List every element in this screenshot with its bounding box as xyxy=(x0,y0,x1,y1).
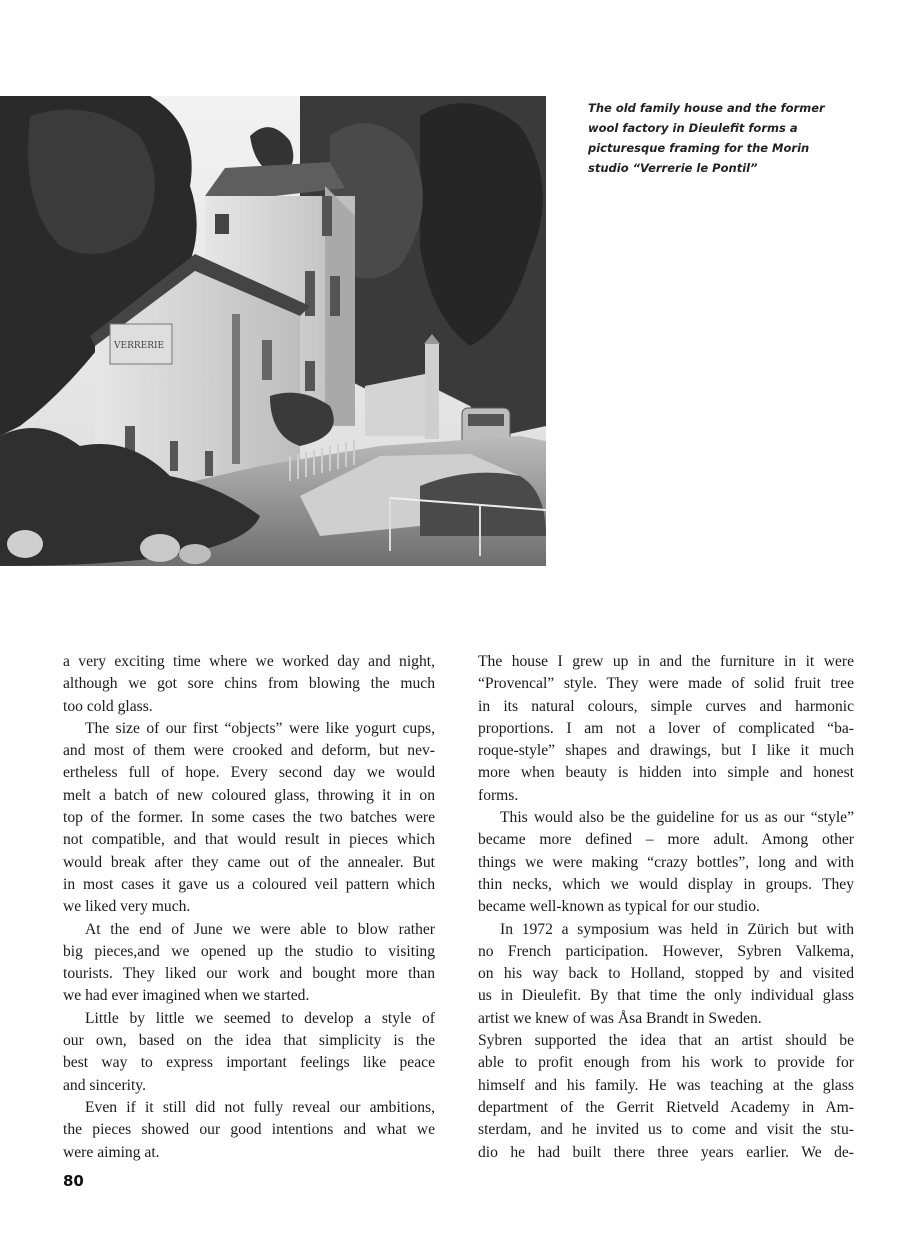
text-line: in its natural colours, simple curves and harmonic xyxy=(478,697,854,715)
text-line: in most cases it gave us a coloured veil pattern which xyxy=(63,875,435,893)
text-line: The size of our first “objects” were like yogurt cups, xyxy=(85,719,435,737)
text-line: on his way back to Holland, stopped by and visited xyxy=(478,965,854,983)
text-line: things we were making “crazy bottles”, long and with xyxy=(478,853,854,871)
text-line: and sincerity. xyxy=(63,1076,146,1094)
text-line: Even if it still did not fully reveal our ambitions, xyxy=(85,1098,435,1116)
caption-line: studio “Verrerie le Pontil” xyxy=(588,161,758,175)
text-line: the pieces showed our good intentions and what we xyxy=(63,1121,435,1139)
text-line: proportions. I am not a lover of complicated “ba- xyxy=(478,719,854,737)
text-line: Little by little we seemed to develop a style of xyxy=(85,1009,435,1027)
text-line: “Provencal” style. They were made of solid fruit tree xyxy=(478,675,854,693)
text-line: The house I grew up in and the furniture in it were xyxy=(478,653,854,670)
text-line: At the end of June we were able to blow rather xyxy=(85,920,435,938)
text-line: melt a batch of new coloured glass, throwing it in on xyxy=(63,786,435,804)
text-line: artist we knew of was Åsa Brandt in Sweden. xyxy=(478,1009,762,1027)
caption-line: picturesque framing for the Morin xyxy=(588,141,810,155)
text-line: we had ever imagined when we started. xyxy=(63,987,310,1005)
text-line: top of the former. In some cases the two batches were xyxy=(63,809,435,827)
text-line: not compatible, and that would result in pieces which xyxy=(63,831,435,849)
text-line: became well-known as typical for our studio. xyxy=(478,898,760,916)
text-line: too cold glass. xyxy=(63,697,153,715)
text-line: tourists. They liked our work and bought more than xyxy=(63,965,435,983)
text-line: best way to express important feelings like peace xyxy=(63,1054,435,1072)
body-text-right-column xyxy=(478,651,854,1164)
caption-line: The old family house and the former xyxy=(588,101,825,115)
text-line: and most of them were crooked and deform, but nev- xyxy=(63,742,435,760)
photo-old-family-house xyxy=(0,96,546,566)
caption-line: wool factory in Dieulefit forms a xyxy=(588,121,798,135)
text-line: In 1972 a symposium was held in Zürich but with xyxy=(500,920,854,938)
text-line: able to profit enough from his work to provide for xyxy=(478,1054,854,1072)
text-line: our own, based on the idea that simplicity is the xyxy=(63,1032,435,1050)
text-line: ertheless full of hope. Every second day we would xyxy=(63,764,435,782)
text-line: thin necks, which we would display in groups. They xyxy=(478,875,854,893)
text-line: more when beauty is hidden into simple and honest xyxy=(478,764,854,782)
text-line: we liked very much. xyxy=(63,898,191,916)
text-line: a very exciting time where we worked day and night, xyxy=(63,653,435,670)
text-line: sterdam, and he invited us to come and visit the stu- xyxy=(478,1121,854,1139)
svg-text:VERRERIE: VERRERIE xyxy=(114,341,165,351)
photo-caption xyxy=(588,98,825,178)
text-line: us in Dieulefit. By that time the only individual glass xyxy=(478,987,854,1005)
text-line: were aiming at. xyxy=(63,1143,160,1161)
text-line: although we got sore chins from blowing the much xyxy=(63,675,435,693)
text-line: no French participation. However, Sybren Valkema, xyxy=(478,942,854,960)
body-text-left-column xyxy=(63,651,435,1164)
text-line: dio he had built there three years earlier. We de- xyxy=(478,1143,854,1161)
page-number: 80 xyxy=(63,1172,84,1190)
text-line: would break after they came out of the annealer. But xyxy=(63,853,435,871)
text-line: This would also be the guideline for us as our “style” xyxy=(500,809,854,827)
text-line: himself and his family. He was teaching at the glass xyxy=(478,1076,854,1094)
text-line: forms. xyxy=(478,786,519,804)
text-line: Sybren supported the idea that an artist should be xyxy=(478,1032,854,1050)
text-line: big pieces,and we opened up the studio to visiting xyxy=(63,942,435,960)
text-line: department of the Gerrit Rietveld Academy in Am- xyxy=(478,1098,854,1116)
photo-old-family-house-icon xyxy=(0,96,546,566)
text-line: roque-style” shapes and drawings, but I like it much xyxy=(478,742,854,760)
text-line: became more defined – more adult. Among other xyxy=(478,831,854,849)
